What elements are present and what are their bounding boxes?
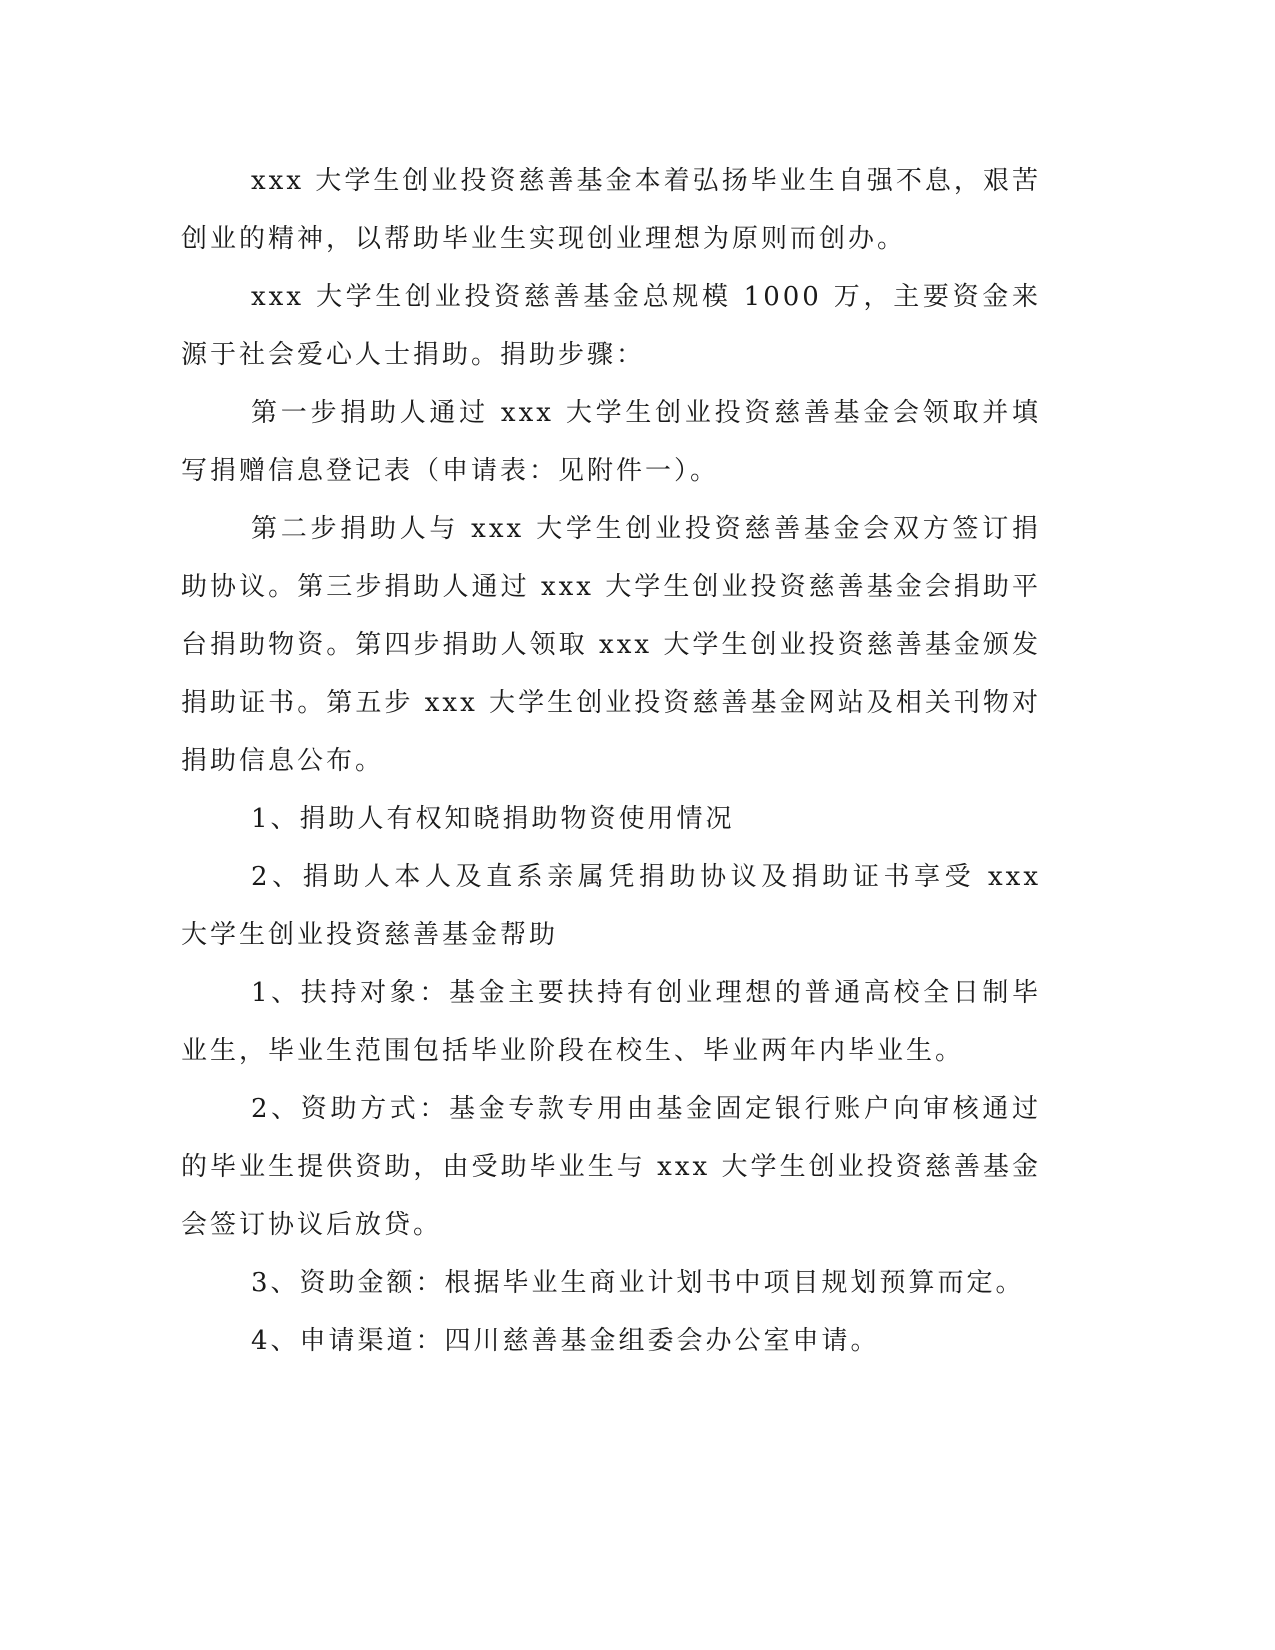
paragraph-support-amount: 3、资助金额：根据毕业生商业计划书中项目规划预算而定。	[251, 1268, 1025, 1298]
paragraph-donor-right-2: 2、捐助人本人及直系亲属凭捐助协议及捐助证书享受 xxx 大学生创业投资慈善基金帮助	[181, 862, 1041, 950]
paragraph-intro: xxx 大学生创业投资慈善基金本着弘扬毕业生自强不息，艰苦创业的精神，以帮助毕业生实现创业理想为原则而创办。	[181, 166, 1041, 254]
document-body	[181, 152, 1041, 1370]
paragraph-step-one: 第一步捐助人通过 xxx 大学生创业投资慈善基金会领取并填写捐赠信息登记表（申请表：见附件一）。	[181, 398, 1041, 486]
paragraph-donor-right-1: 1、捐助人有权知晓捐助物资使用情况	[251, 804, 735, 834]
paragraph-fund-scale: xxx 大学生创业投资慈善基金总规模 1000 万，主要资金来源于社会爱心人士捐助。捐助步骤：	[181, 282, 1041, 370]
paragraph-application-channel: 4、申请渠道：四川慈善基金组委会办公室申请。	[251, 1326, 880, 1356]
paragraph-support-target: 1、扶持对象：基金主要扶持有创业理想的普通高校全日制毕业生，毕业生范围包括毕业阶段在校生、毕业两年内毕业生。	[181, 978, 1041, 1066]
paragraph-support-method: 2、资助方式：基金专款专用由基金固定银行账户向审核通过的毕业生提供资助，由受助毕业生与 xxx 大学生创业投资慈善基金会签订协议后放贷。	[181, 1094, 1041, 1240]
paragraph-steps-two-to-five: 第二步捐助人与 xxx 大学生创业投资慈善基金会双方签订捐助协议。第三步捐助人通过 xxx 大学生创业投资慈善基金会捐助平台捐助物资。第四步捐助人领取 xxx 大学生创业投资慈善基金颁发捐助证书。第五步 xxx 大学生创业投资慈善基金网站及相关刊物对捐助信息公布。	[181, 514, 1041, 776]
